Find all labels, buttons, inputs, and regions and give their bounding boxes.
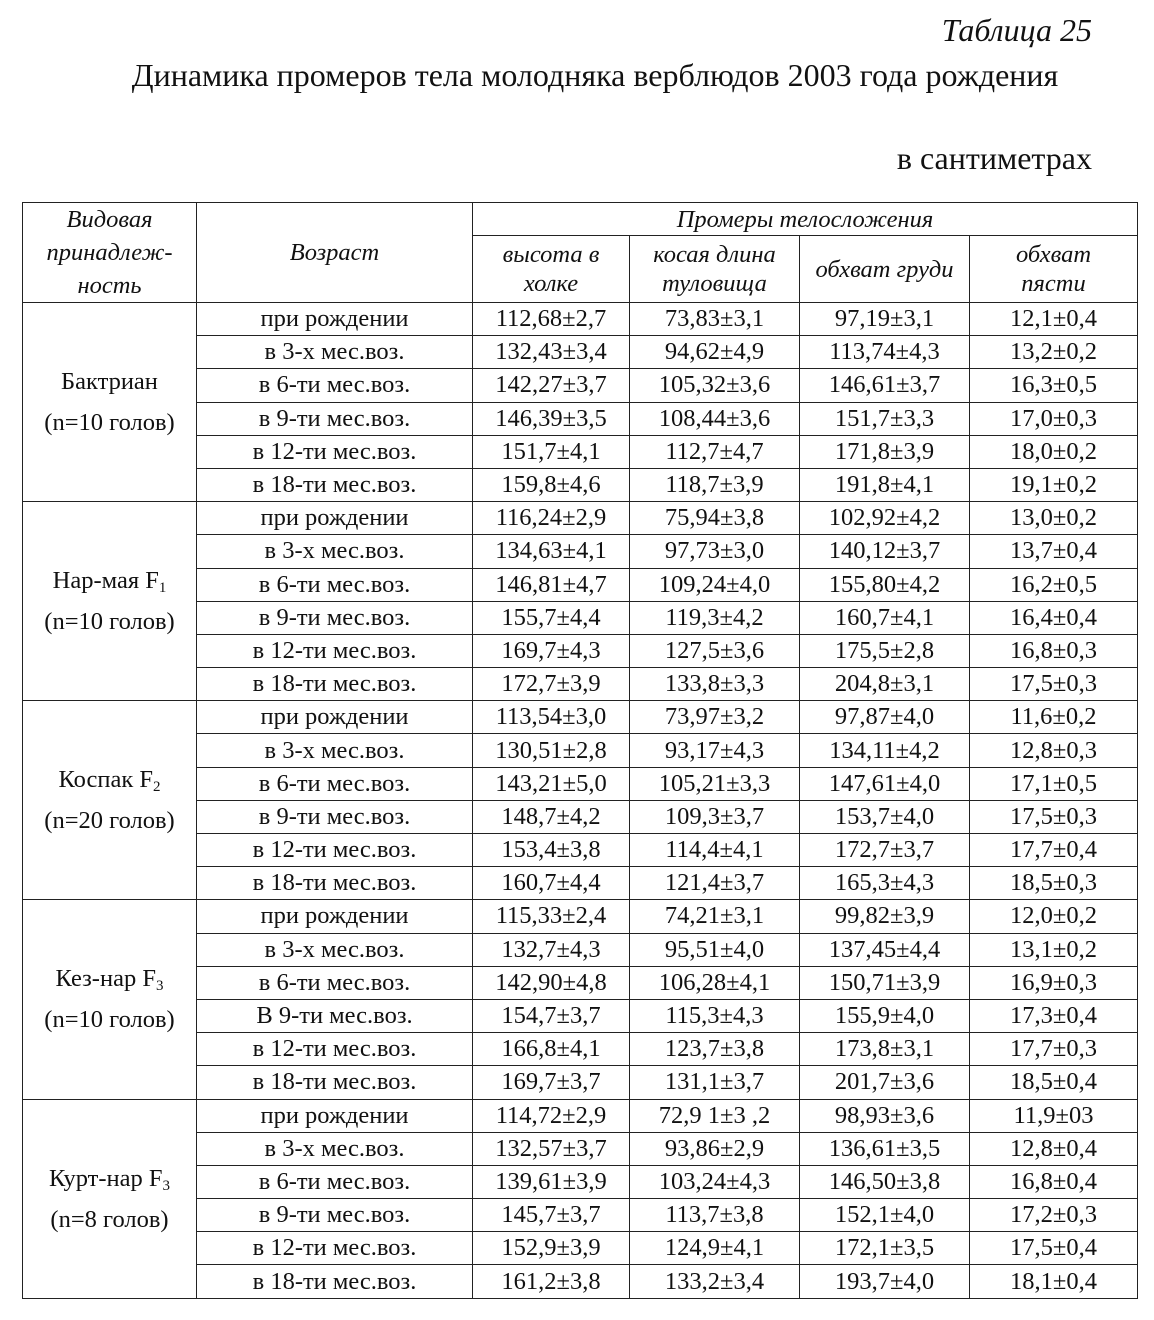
chest-cell: 150,71±3,9 [800, 966, 970, 999]
metacarpus-cell: 16,8±0,4 [970, 1165, 1138, 1198]
height-cell: 160,7±4,4 [473, 867, 630, 900]
metacarpus-cell: 19,1±0,2 [970, 468, 1138, 501]
age-cell: В 9-ти мес.воз. [197, 999, 473, 1032]
height-cell: 139,61±3,9 [473, 1165, 630, 1198]
length-cell: 113,7±3,8 [630, 1199, 800, 1232]
age-cell: в 12-ти мес.воз. [197, 435, 473, 468]
chest-cell: 172,7±3,7 [800, 834, 970, 867]
species-name-text: Курт-нар F [48, 1164, 163, 1192]
chest-cell: 98,93±3,6 [800, 1099, 970, 1132]
length-cell: 73,97±3,2 [630, 701, 800, 734]
height-cell: 115,33±2,4 [473, 900, 630, 933]
species-group-cell [23, 303, 197, 502]
age-cell: при рождении [197, 303, 473, 336]
age-cell: при рождении [197, 502, 473, 535]
metacarpus-cell: 12,0±0,2 [970, 900, 1138, 933]
height-cell: 152,9±3,9 [473, 1232, 630, 1265]
metacarpus-cell: 17,5±0,3 [970, 800, 1138, 833]
species-group-cell [23, 502, 197, 701]
height-cell: 112,68±2,7 [473, 303, 630, 336]
metacarpus-cell: 18,0±0,2 [970, 435, 1138, 468]
species-generation: 3 [155, 978, 164, 995]
height-cell: 145,7±3,7 [473, 1199, 630, 1232]
header-col-height: высота в холке [473, 236, 630, 303]
age-cell: в 12-ти мес.воз. [197, 1033, 473, 1066]
species-name-text: Нар-мая F [52, 567, 159, 595]
species-name-text: Кез-нар F [55, 965, 156, 993]
metacarpus-cell: 17,7±0,4 [970, 834, 1138, 867]
chest-cell: 146,61±3,7 [800, 369, 970, 402]
height-cell: 132,57±3,7 [473, 1132, 630, 1165]
age-cell: в 6-ти мес.воз. [197, 1165, 473, 1198]
chest-cell: 160,7±4,1 [800, 601, 970, 634]
age-cell: в 9-ти мес.воз. [197, 402, 473, 435]
length-cell: 121,4±3,7 [630, 867, 800, 900]
height-cell: 161,2±3,8 [473, 1265, 630, 1298]
metacarpus-cell: 16,2±0,5 [970, 568, 1138, 601]
height-cell: 113,54±3,0 [473, 701, 630, 734]
age-cell: в 9-ти мес.воз. [197, 1199, 473, 1232]
chest-cell: 99,82±3,9 [800, 900, 970, 933]
species-group-cell [23, 701, 197, 900]
age-cell: в 3-х мес.воз. [197, 535, 473, 568]
age-cell: в 6-ти мес.воз. [197, 369, 473, 402]
age-cell: в 3-х мес.воз. [197, 734, 473, 767]
chest-cell: 201,7±3,6 [800, 1066, 970, 1099]
height-cell: 148,7±4,2 [473, 800, 630, 833]
length-cell: 105,32±3,6 [630, 369, 800, 402]
metacarpus-cell: 12,8±0,4 [970, 1132, 1138, 1165]
length-cell: 109,24±4,0 [630, 568, 800, 601]
height-cell: 172,7±3,9 [473, 668, 630, 701]
chest-cell: 191,8±4,1 [800, 468, 970, 501]
age-cell: при рождении [197, 1099, 473, 1132]
chest-cell: 173,8±3,1 [800, 1033, 970, 1066]
age-cell: в 3-х мес.воз. [197, 1132, 473, 1165]
height-cell: 151,7±4,1 [473, 435, 630, 468]
metacarpus-cell: 17,1±0,5 [970, 767, 1138, 800]
length-cell: 127,5±3,6 [630, 634, 800, 667]
species-group-cell [23, 1099, 197, 1298]
table-body [23, 303, 1138, 1299]
species-name [23, 1162, 196, 1203]
chest-cell: 113,74±4,3 [800, 336, 970, 369]
length-cell: 97,73±3,0 [630, 535, 800, 568]
header-col-length: косая длина туловища [630, 236, 800, 303]
height-cell: 155,7±4,4 [473, 601, 630, 634]
age-cell: в 12-ти мес.воз. [197, 834, 473, 867]
age-cell: в 6-ти мес.воз. [197, 767, 473, 800]
metacarpus-cell: 17,0±0,3 [970, 402, 1138, 435]
metacarpus-cell: 17,3±0,4 [970, 999, 1138, 1032]
length-cell: 109,3±3,7 [630, 800, 800, 833]
length-cell: 119,3±4,2 [630, 601, 800, 634]
chest-cell: 136,61±3,5 [800, 1132, 970, 1165]
height-cell: 154,7±3,7 [473, 999, 630, 1032]
metacarpus-cell: 16,4±0,4 [970, 601, 1138, 634]
species-count: (n=10 голов) [44, 409, 175, 437]
metacarpus-cell: 18,5±0,3 [970, 867, 1138, 900]
length-cell: 124,9±4,1 [630, 1232, 800, 1265]
length-cell: 93,86±2,9 [630, 1132, 800, 1165]
length-cell: 72,9 1±3 ,2 [630, 1099, 800, 1132]
species-name [23, 365, 196, 406]
metacarpus-cell: 11,6±0,2 [970, 701, 1138, 734]
length-cell: 112,7±4,7 [630, 435, 800, 468]
species-group-cell [23, 900, 197, 1099]
age-cell: в 18-ти мес.воз. [197, 468, 473, 501]
height-cell: 134,63±4,1 [473, 535, 630, 568]
metacarpus-cell: 18,5±0,4 [970, 1066, 1138, 1099]
chest-cell: 134,11±4,2 [800, 734, 970, 767]
species-name-text: Коспак F [58, 766, 153, 794]
length-cell: 93,17±4,3 [630, 734, 800, 767]
height-cell: 142,90±4,8 [473, 966, 630, 999]
height-cell: 169,7±3,7 [473, 1066, 630, 1099]
age-cell: в 12-ти мес.воз. [197, 634, 473, 667]
metacarpus-cell: 18,1±0,4 [970, 1265, 1138, 1298]
age-cell: в 6-ти мес.воз. [197, 966, 473, 999]
metacarpus-cell: 17,5±0,3 [970, 668, 1138, 701]
height-cell: 132,43±3,4 [473, 336, 630, 369]
length-cell: 95,51±4,0 [630, 933, 800, 966]
table-row [23, 502, 1138, 535]
chest-cell: 171,8±3,9 [800, 435, 970, 468]
units-caption: в сантиметрах [896, 140, 1092, 176]
species-name [23, 962, 196, 1003]
chest-cell: 97,87±4,0 [800, 701, 970, 734]
height-cell: 166,8±4,1 [473, 1033, 630, 1066]
length-cell: 105,21±3,3 [630, 767, 800, 800]
chest-cell: 153,7±4,0 [800, 800, 970, 833]
table-row [23, 303, 1138, 336]
height-cell: 153,4±3,8 [473, 834, 630, 867]
header-species: Видовая принадлеж-ность [23, 203, 197, 303]
chest-cell: 147,61±4,0 [800, 767, 970, 800]
chest-cell: 172,1±3,5 [800, 1232, 970, 1265]
age-cell: в 3-х мес.воз. [197, 336, 473, 369]
chest-cell: 146,50±3,8 [800, 1165, 970, 1198]
table-row [23, 900, 1138, 933]
species-count: (n=10 голов) [44, 1006, 175, 1034]
length-cell: 108,44±3,6 [630, 402, 800, 435]
table-number: Таблица 25 [941, 12, 1092, 48]
height-cell: 116,24±2,9 [473, 502, 630, 535]
height-cell: 159,8±4,6 [473, 468, 630, 501]
chest-cell: 152,1±4,0 [800, 1199, 970, 1232]
header-age: Возраст [197, 203, 473, 303]
metacarpus-cell: 17,7±0,3 [970, 1033, 1138, 1066]
height-cell: 114,72±2,9 [473, 1099, 630, 1132]
species-name [23, 763, 196, 804]
length-cell: 106,28±4,1 [630, 966, 800, 999]
species-name [23, 564, 196, 605]
age-cell: в 12-ти мес.воз. [197, 1232, 473, 1265]
chest-cell: 140,12±3,7 [800, 535, 970, 568]
table-title: Динамика промеров тела молодняка верблюдов 2003 года рождения [131, 57, 1059, 93]
metacarpus-cell: 16,3±0,5 [970, 369, 1138, 402]
age-cell: в 18-ти мес.воз. [197, 1265, 473, 1298]
species-generation: 3 [162, 1177, 171, 1194]
species-name-text: Бактриан [61, 368, 158, 396]
length-cell: 114,4±4,1 [630, 834, 800, 867]
species-count: (n=8 голов) [50, 1205, 169, 1233]
species-count: (n=10 голов) [44, 608, 175, 636]
height-cell: 142,27±3,7 [473, 369, 630, 402]
height-cell: 146,39±3,5 [473, 402, 630, 435]
species-generation: 2 [153, 779, 161, 796]
table-row [23, 1099, 1138, 1132]
height-cell: 146,81±4,7 [473, 568, 630, 601]
metacarpus-cell: 13,1±0,2 [970, 933, 1138, 966]
length-cell: 133,8±3,3 [630, 668, 800, 701]
height-cell: 143,21±5,0 [473, 767, 630, 800]
chest-cell: 155,80±4,2 [800, 568, 970, 601]
length-cell: 118,7±3,9 [630, 468, 800, 501]
chest-cell: 165,3±4,3 [800, 867, 970, 900]
chest-cell: 97,19±3,1 [800, 303, 970, 336]
metacarpus-cell: 13,2±0,2 [970, 336, 1138, 369]
metacarpus-cell: 13,0±0,2 [970, 502, 1138, 535]
chest-cell: 155,9±4,0 [800, 999, 970, 1032]
metacarpus-cell: 17,5±0,4 [970, 1232, 1138, 1265]
age-cell: в 3-х мес.воз. [197, 933, 473, 966]
metacarpus-cell: 13,7±0,4 [970, 535, 1138, 568]
chest-cell: 137,45±4,4 [800, 933, 970, 966]
metacarpus-cell: 11,9±03 [970, 1099, 1138, 1132]
length-cell: 103,24±4,3 [630, 1165, 800, 1198]
height-cell: 130,51±2,8 [473, 734, 630, 767]
header-col-chest: обхват груди [800, 236, 970, 303]
age-cell: в 9-ти мес.воз. [197, 800, 473, 833]
species-count: (n=20 голов) [44, 807, 175, 835]
age-cell: в 9-ти мес.воз. [197, 601, 473, 634]
metacarpus-cell: 12,1±0,4 [970, 303, 1138, 336]
metacarpus-cell: 16,9±0,3 [970, 966, 1138, 999]
chest-cell: 151,7±3,3 [800, 402, 970, 435]
header-measurements: Промеры телосложения [473, 203, 1138, 236]
chest-cell: 175,5±2,8 [800, 634, 970, 667]
chest-cell: 102,92±4,2 [800, 502, 970, 535]
metacarpus-cell: 17,2±0,3 [970, 1199, 1138, 1232]
chest-cell: 193,7±4,0 [800, 1265, 970, 1298]
length-cell: 123,7±3,8 [630, 1033, 800, 1066]
table-row [23, 701, 1138, 734]
length-cell: 115,3±4,3 [630, 999, 800, 1032]
length-cell: 75,94±3,8 [630, 502, 800, 535]
height-cell: 132,7±4,3 [473, 933, 630, 966]
species-generation: 1 [158, 580, 167, 597]
header-col-metacarpus: обхват пясти [970, 236, 1138, 303]
length-cell: 133,2±3,4 [630, 1265, 800, 1298]
measurements-table [22, 202, 1138, 1299]
age-cell: в 18-ти мес.воз. [197, 668, 473, 701]
length-cell: 94,62±4,9 [630, 336, 800, 369]
metacarpus-cell: 16,8±0,3 [970, 634, 1138, 667]
height-cell: 169,7±4,3 [473, 634, 630, 667]
table-header [23, 203, 1138, 303]
metacarpus-cell: 12,8±0,3 [970, 734, 1138, 767]
length-cell: 131,1±3,7 [630, 1066, 800, 1099]
age-cell: при рождении [197, 701, 473, 734]
length-cell: 74,21±3,1 [630, 900, 800, 933]
age-cell: в 6-ти мес.воз. [197, 568, 473, 601]
length-cell: 73,83±3,1 [630, 303, 800, 336]
age-cell: в 18-ти мес.воз. [197, 1066, 473, 1099]
chest-cell: 204,8±3,1 [800, 668, 970, 701]
age-cell: в 18-ти мес.воз. [197, 867, 473, 900]
age-cell: при рождении [197, 900, 473, 933]
